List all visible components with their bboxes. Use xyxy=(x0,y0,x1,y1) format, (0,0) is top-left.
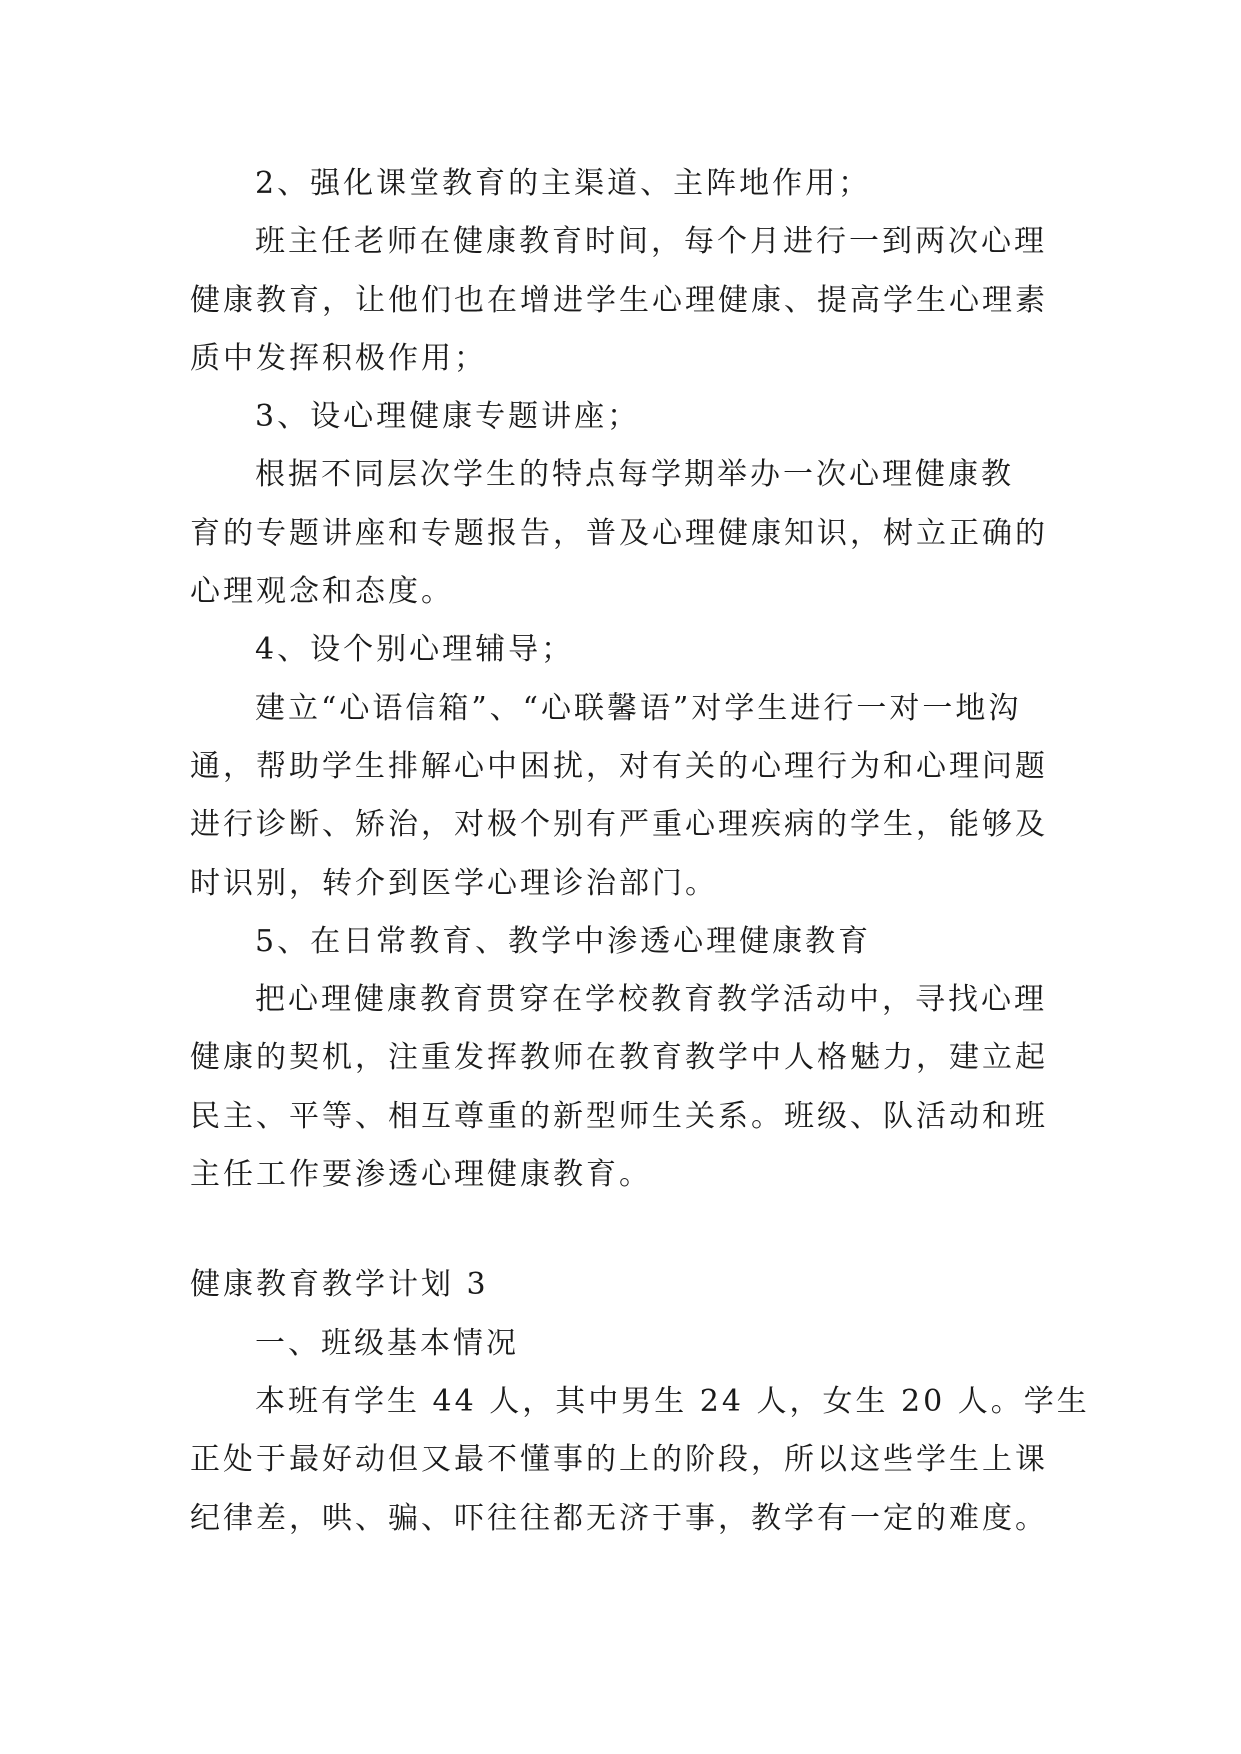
section-heading: 2、强化课堂教育的主渠道、主阵地作用； xyxy=(255,166,872,201)
paragraph-line: 正处于最好动但又最不懂事的上的阶段，所以这些学生上课 xyxy=(190,1442,1048,1478)
paragraph-line: 纪律差，哄、骗、吓往往都无济于事，教学有一定的难度。 xyxy=(190,1500,1048,1536)
paragraph-line: 质中发挥积极作用； xyxy=(190,340,487,376)
document-body xyxy=(190,155,1090,1548)
paragraph-line: 通，帮助学生排解心中困扰，对有关的心理行为和心理问题 xyxy=(190,748,1048,784)
section-heading: 3、设心理健康专题讲座； xyxy=(255,399,641,435)
paragraph-line: 育的专题讲座和专题报告，普及心理健康知识，树立正确的 xyxy=(190,515,1048,551)
section-heading: 4、设个别心理辅导； xyxy=(255,632,575,668)
paragraph-line: 进行诊断、矫治，对极个别有严重心理疾病的学生，能够及 xyxy=(190,807,1048,843)
paragraph-line: 根据不同层次学生的特点每学期举办一次心理健康教 xyxy=(255,457,1014,493)
plan-title: 健康教育教学计划 3 xyxy=(190,1267,489,1303)
section-spacer xyxy=(190,1204,1058,1256)
section-heading: 5、在日常教育、教学中渗透心理健康教育 xyxy=(255,923,872,959)
paragraph-line: 民主、平等、相互尊重的新型师生关系。班级、队活动和班 xyxy=(190,1098,1048,1134)
paragraph-line: 时识别，转介到医学心理诊治部门。 xyxy=(190,865,718,901)
paragraph-line: 健康教育，让他们也在增进学生心理健康、提高学生心理素 xyxy=(190,282,1048,318)
paragraph-line: 健康的契机，注重发挥教师在教育教学中人格魅力，建立起 xyxy=(190,1040,1048,1076)
paragraph-line: 班主任老师在健康教育时间，每个月进行一到两次心理 xyxy=(255,224,1047,260)
paragraph-line: 本班有学生 44 人，其中男生 24 人，女生 20 人。学生 xyxy=(255,1383,1090,1419)
section-heading: 一、班级基本情况 xyxy=(255,1325,519,1361)
paragraph-line: 把心理健康教育贯穿在学校教育教学活动中，寻找心理 xyxy=(255,982,1047,1018)
paragraph-line: 建立“心语信箱”、“心联馨语”对学生进行一对一地沟 xyxy=(255,690,1022,726)
paragraph-line: 主任工作要渗透心理健康教育。 xyxy=(190,1157,652,1193)
paragraph-line: 心理观念和态度。 xyxy=(190,574,454,610)
